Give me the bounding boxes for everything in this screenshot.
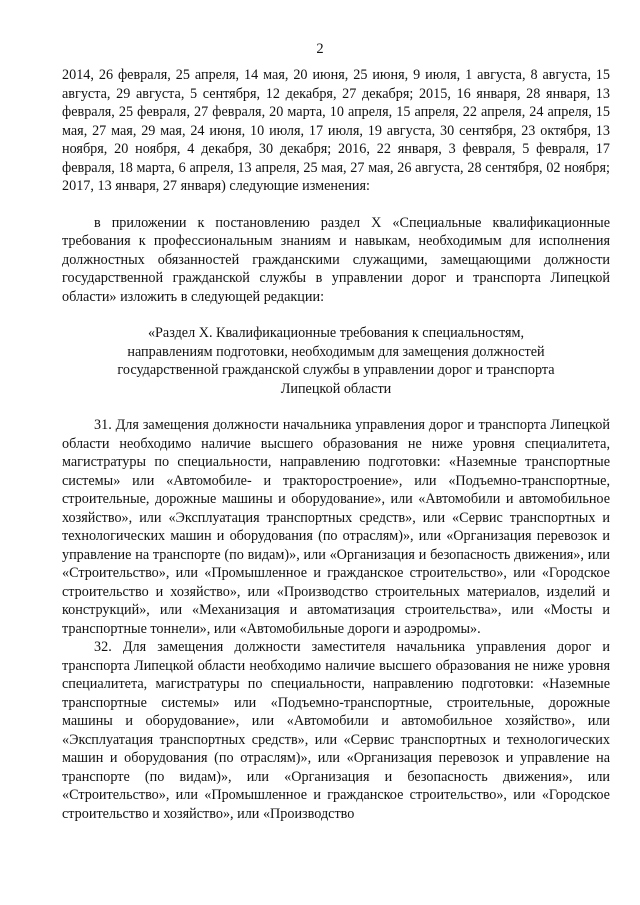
intro-paragraph: 2014, 26 февраля, 25 апреля, 14 мая, 20 июня, 25 июня, 9 июля, 1 августа, 8 августа, 15 августа, 29 августа, 5 сентября, 12 декабря, 27 декабря; 2015, 16 января, 28 января, 13 февраля, 25 февраля, 27 февраля, 20 марта, 10 апреля, 15 апреля, 22 апреля, 24 апреля, 15 мая, 27 мая, 29 мая, 24 июня, 10 июля, 17 июля, 19 августа, 30 сентября, 23 октября, 13 ноября, 20 ноября, 4 декабря, 30 декабря; 2016, 22 января, 3 февраля, 5 февраля, 17 февраля, 18 марта, 6 апреля, 13 апреля, 25 мая, 27 мая, 26 августа, 28 сентября, 02 ноября; 2017, 13 января, 27 января) следующие изменения: [62,67,610,194]
section-heading-line-3: государственной гражданской службы в управлении дорог и транспорта [117,362,555,378]
amendment-paragraph: в приложении к постановлению раздел X «Специальные квалификационные требования к профессиональным знаниям и навыкам, необходимым для исполнения должностных обязанностей гражданскими служащими, замещающими должности государственной гражданской службы в управлении дорог и транспорта Липецкой области» изложить в следующей редакции: [62,214,610,305]
page-number: 2 [316,41,324,57]
section-heading-line-4: Липецкой области [280,380,392,397]
paragraph-spacer [62,306,610,324]
section-heading-line-1: «Раздел X. Квалификационные требования к специальностям, [147,325,525,341]
paragraph-spacer [62,196,610,214]
section-heading [62,324,610,398]
clause-32: 32. Для замещения должности заместителя начальника управления дорог и транспорта Липецкой области необходимо наличие высшего образования не ниже уровня специалитета, магистратуры по специальности, направлению подготовки: «Наземные транспортные системы» или «Подъемно-транспортные, строительные, дорожные машины и оборудование», или «Автомобили и автомобильное хозяйство», или «Эксплуатация транспортных средств», или «Сервис транспортных и технологических машин и оборудования (по отраслям)», или «Организация перевозок и управление на транспорте (по видам)», или «Организация и безопасность движения», или «Строительство», или «Промышленное и гражданское строительство», или «Городское строительство и хозяйство», или «Производство [62,639,610,822]
section-heading-line-2: направлениям подготовки, необходимым для замещения должностей [127,343,545,360]
clause-31: 31. Для замещения должности начальника управления дорог и транспорта Липецкой области необходимо наличие высшего образования не ниже уровня специалитета, магистратуры по специальности, направлению подготовки: «Наземные транспортные системы» или «Автомобиле- и тракторостроение», или «Подъемно-транспортные, строительные, дорожные машины и оборудование», или «Автомобили и автомобильное хозяйство», или «Эксплуатация транспортных средств», или «Сервис транспортных и технологических машин и оборудования (по отраслям)», или «Организация перевозок и управление на транспорте (по видам)», или «Организация и безопасность движения», или «Строительство», или «Промышленное и гражданское строительство», или «Городское строительство и хозяйство», или «Производство строительных материалов, изделий и конструкций», или «Механизация и автоматизация строительства», или «Мосты и транспортные тоннели», или «Автомобильные дороги и аэродромы». [62,417,610,637]
paragraph-spacer [62,398,610,416]
document-body [62,66,610,823]
